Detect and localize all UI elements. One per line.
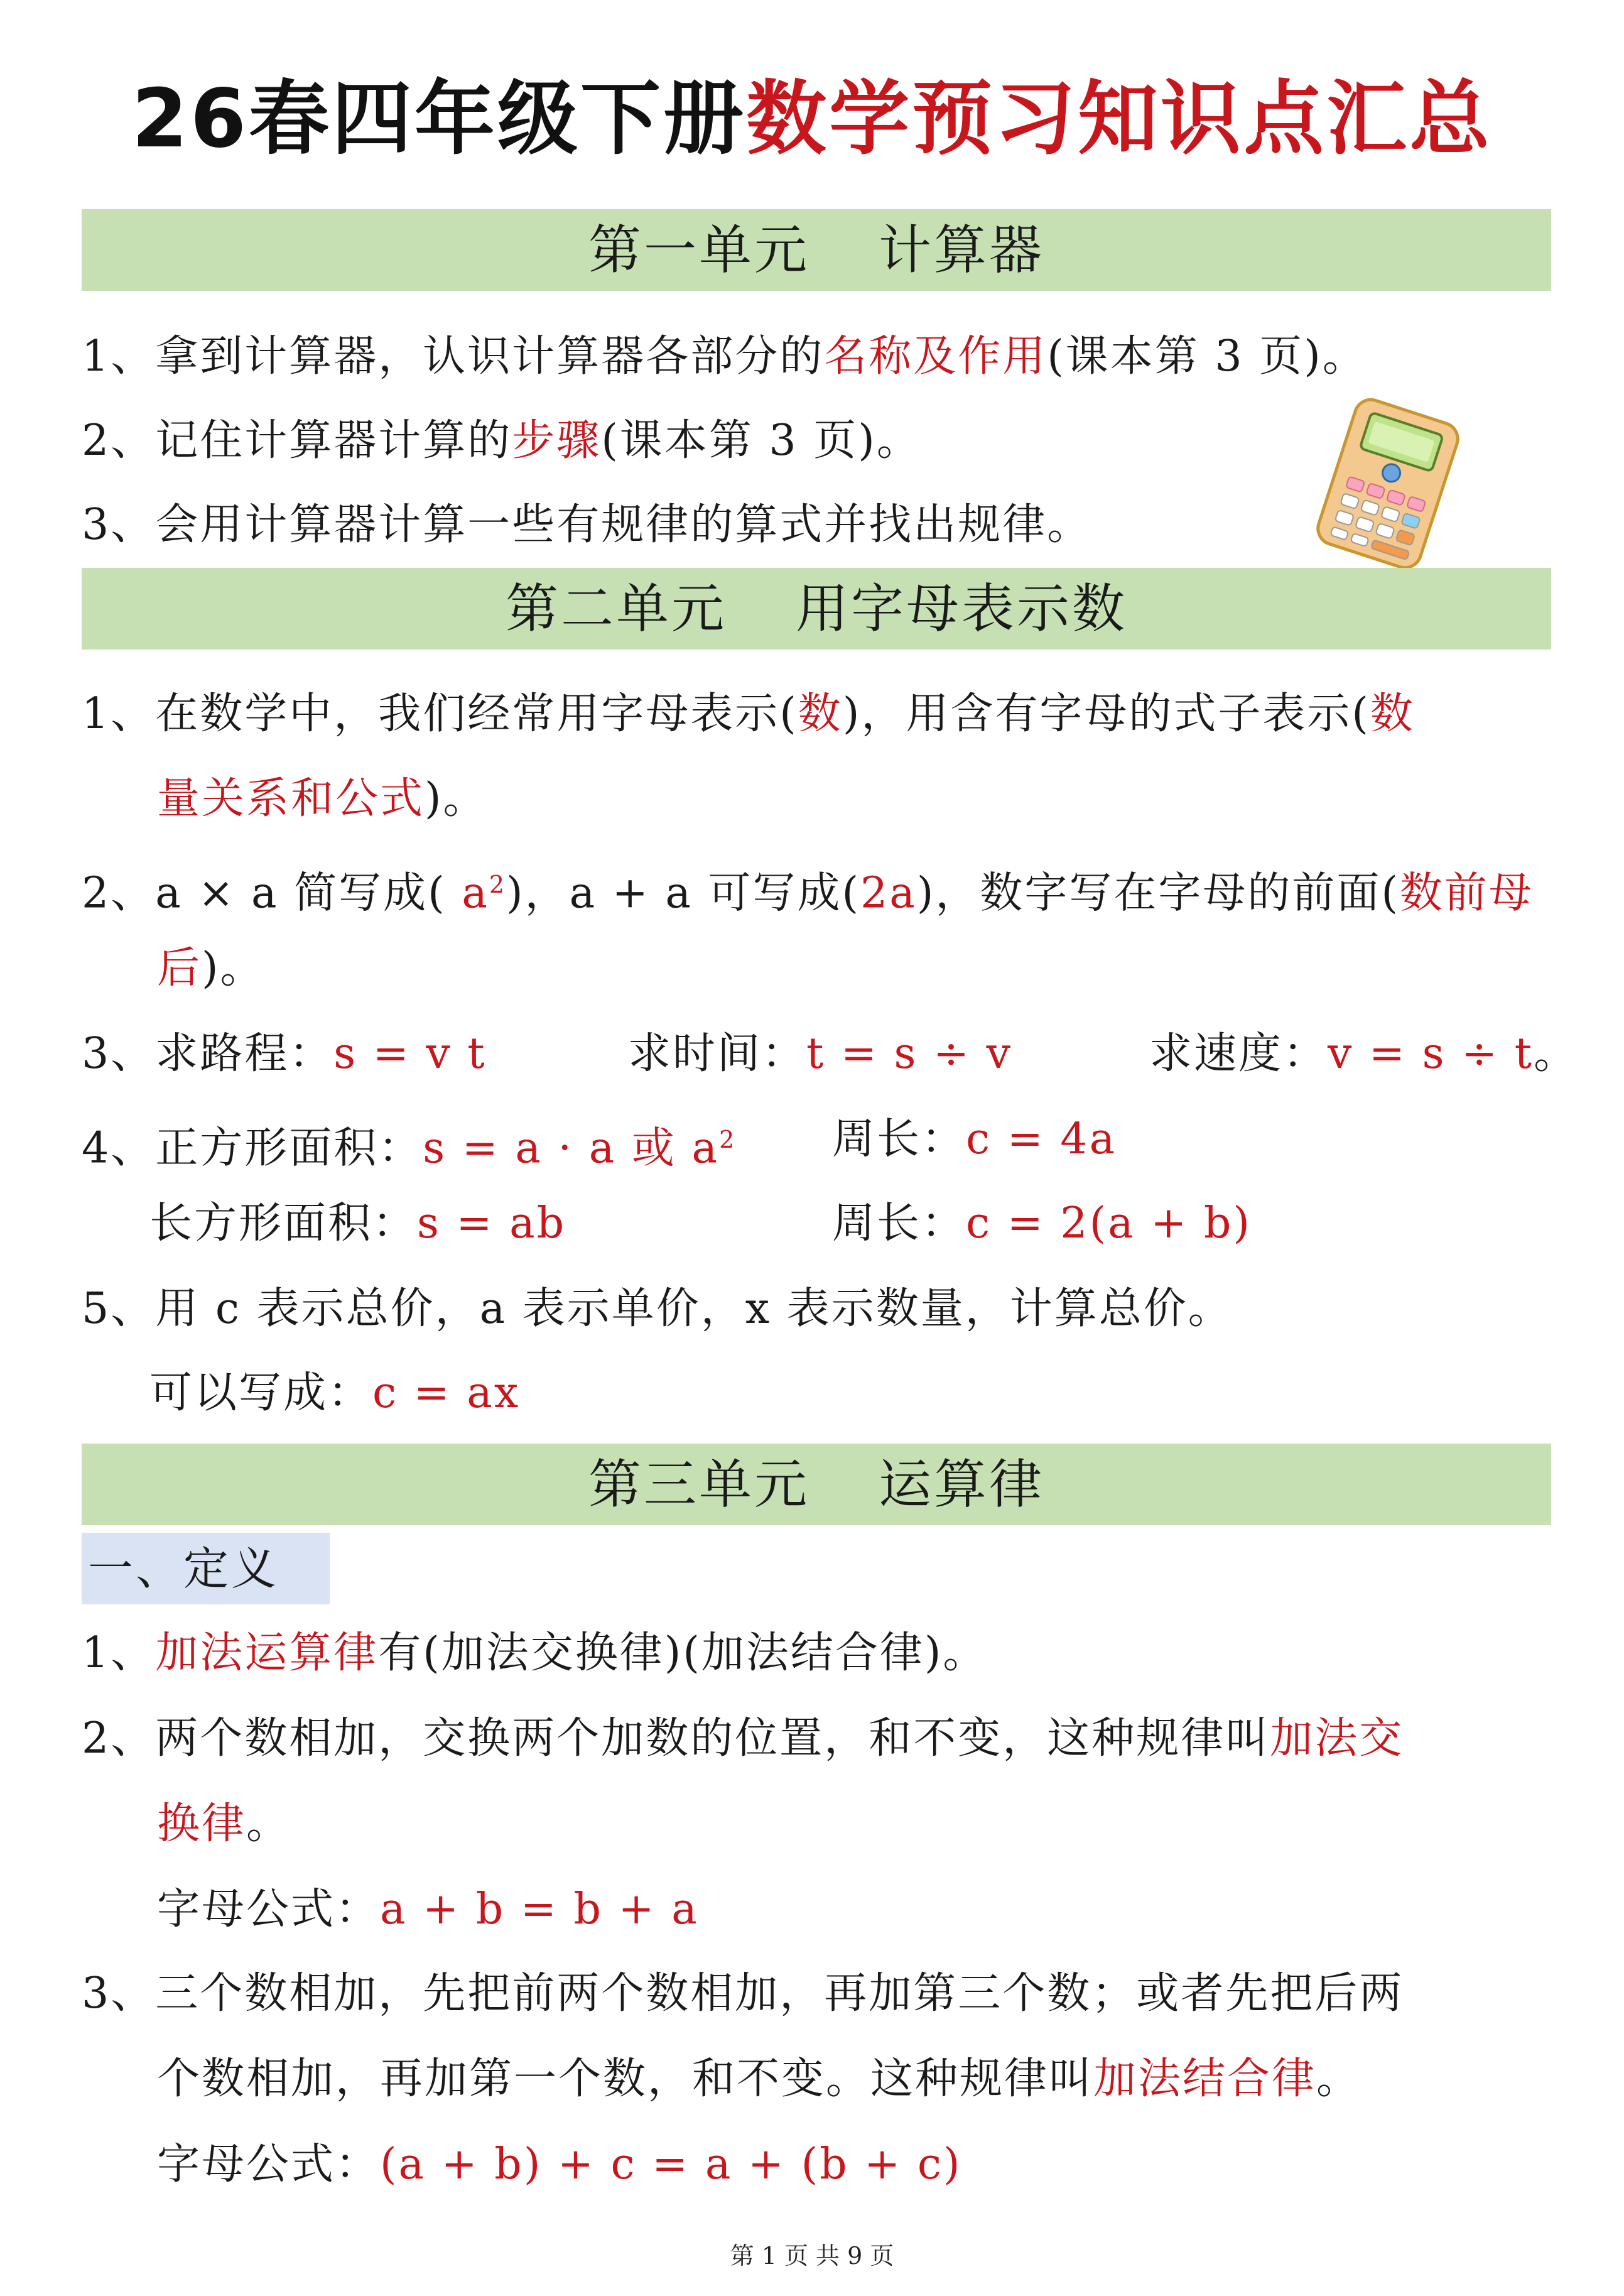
highlight: v = s ÷ t xyxy=(1328,1029,1534,1079)
unit1-header xyxy=(82,209,1551,291)
text: 字母公式： xyxy=(157,1885,381,1934)
highlight: 数 xyxy=(798,689,843,739)
text: 求速度： xyxy=(1149,1029,1328,1079)
highlight: 步骤 xyxy=(512,416,602,465)
text: 字母公式： xyxy=(157,2140,381,2189)
highlight: 数 xyxy=(1370,689,1415,739)
unit2-line4-perimeter xyxy=(832,1108,1117,1171)
unit1-line2 xyxy=(82,410,921,472)
unit3-topic: 运算律 xyxy=(879,1454,1045,1515)
unit2-line2-cont xyxy=(157,937,265,1000)
superscript: 2 xyxy=(719,1126,737,1153)
highlight: 加法运算律 xyxy=(155,1628,379,1678)
title-black: 26春四年级下册 xyxy=(131,72,747,166)
superscript: 2 xyxy=(489,871,507,898)
text: 1、在数学中，我们经常用字母表示( xyxy=(82,689,798,739)
unit2-line5 xyxy=(149,1192,566,1255)
unit3-name: 第三单元 xyxy=(588,1454,809,1515)
unit3-line2 xyxy=(82,1707,1404,1770)
highlight: 名称及作用 xyxy=(824,332,1047,381)
text: 长方形面积： xyxy=(149,1199,418,1248)
section-definition: 一、定义 xyxy=(82,1533,330,1604)
text: 2、记住计算器计算的 xyxy=(82,416,512,465)
text: 3、求路程： xyxy=(82,1029,334,1079)
highlight: c = ax xyxy=(372,1368,521,1418)
unit1-topic: 计算器 xyxy=(879,219,1045,281)
highlight: 加法结合律 xyxy=(1093,2054,1317,2104)
unit2-name: 第二单元 xyxy=(505,578,727,639)
text: (课本第 3 页)。 xyxy=(601,416,921,465)
highlight: s = ab xyxy=(417,1199,566,1248)
highlight: t = s ÷ v xyxy=(806,1029,1013,1079)
highlight: 后 xyxy=(157,944,202,993)
highlight: a + b = b + a xyxy=(380,1885,699,1934)
text: 个数相加，再加第一个数，和不变。这种规律叫 xyxy=(157,2054,1094,2104)
unit2-topic: 用字母表示数 xyxy=(796,578,1128,639)
unit3-line2-formula xyxy=(157,1878,699,1941)
text: 2、两个数相加，交换两个加数的位置，和不变，这种规律叫 xyxy=(82,1714,1270,1763)
text: 1、 xyxy=(82,1628,156,1678)
text: 。 xyxy=(246,1799,291,1849)
text: 周长： xyxy=(832,1114,966,1164)
highlight: 数前母 xyxy=(1399,868,1534,918)
unit2-line5-perimeter xyxy=(832,1192,1252,1255)
unit2-line4 xyxy=(82,1108,736,1180)
text: 1、拿到计算器，认识计算器各部分的 xyxy=(82,332,825,381)
text: )。 xyxy=(202,944,265,993)
unit3-line3: 3、三个数相加，先把前两个数相加，再加第三个数；或者先把后两 xyxy=(82,1969,1404,2018)
unit3-line2-cont xyxy=(157,1793,291,1856)
unit2-line2 xyxy=(82,853,1534,925)
unit2-line3-speed xyxy=(1149,1023,1578,1085)
text: )，数字写在字母的前面( xyxy=(916,868,1400,918)
unit3-line1 xyxy=(82,1622,987,1685)
highlight: s = a · a 或 a xyxy=(423,1123,720,1173)
text: )。 xyxy=(425,774,488,824)
text: )，用含有字母的式子表示( xyxy=(842,689,1370,739)
unit2-line1-cont xyxy=(157,768,488,830)
highlight: (a + b) + c = a + (b + c) xyxy=(380,2140,962,2189)
text: 可以写成： xyxy=(149,1368,373,1418)
unit3-line3-formula xyxy=(157,2133,961,2196)
unit2-line1 xyxy=(82,683,1415,746)
unit2-line7 xyxy=(149,1362,520,1425)
highlight: 加法交 xyxy=(1270,1714,1404,1763)
unit3-header xyxy=(82,1444,1551,1525)
highlight: 2a xyxy=(860,868,917,918)
text: 有(加法交换律)(加法结合律)。 xyxy=(378,1628,988,1678)
unit1-line1 xyxy=(82,325,1367,388)
page-footer: 第 1 页 共 9 页 xyxy=(730,2242,894,2270)
highlight: c = 2(a + b) xyxy=(966,1199,1252,1248)
unit3-line3-cont xyxy=(157,2048,1361,2111)
unit1-name: 第一单元 xyxy=(588,219,809,281)
highlight: c = 4a xyxy=(966,1114,1117,1164)
text: 。 xyxy=(1316,2054,1361,2104)
unit2-line3 xyxy=(82,1023,487,1085)
text: 2、a × a 简写成( xyxy=(82,868,462,918)
calculator-icon xyxy=(1300,396,1476,574)
highlight: 换律 xyxy=(157,1799,247,1849)
text: (课本第 3 页)。 xyxy=(1047,332,1367,381)
text: 求时间： xyxy=(628,1029,807,1079)
unit1-line3: 3、会用计算器计算一些有规律的算式并找出规律。 xyxy=(82,500,1092,550)
highlight: s = v t xyxy=(333,1029,487,1079)
highlight: 量关系和公式 xyxy=(157,774,425,824)
text: 。 xyxy=(1534,1029,1579,1079)
title-red: 数学预习知识点汇总 xyxy=(746,72,1493,166)
unit2-line6: 5、用 c 表示总价，a 表示单价，x 表示数量，计算总价。 xyxy=(82,1284,1233,1334)
text: 4、正方形面积： xyxy=(82,1123,423,1173)
text: )，a + a 可写成( xyxy=(506,868,861,918)
text: 周长： xyxy=(832,1199,966,1248)
highlight: a xyxy=(462,868,489,918)
unit2-header xyxy=(82,568,1551,650)
unit2-line3-time xyxy=(628,1023,1012,1085)
page-title xyxy=(0,69,1624,170)
